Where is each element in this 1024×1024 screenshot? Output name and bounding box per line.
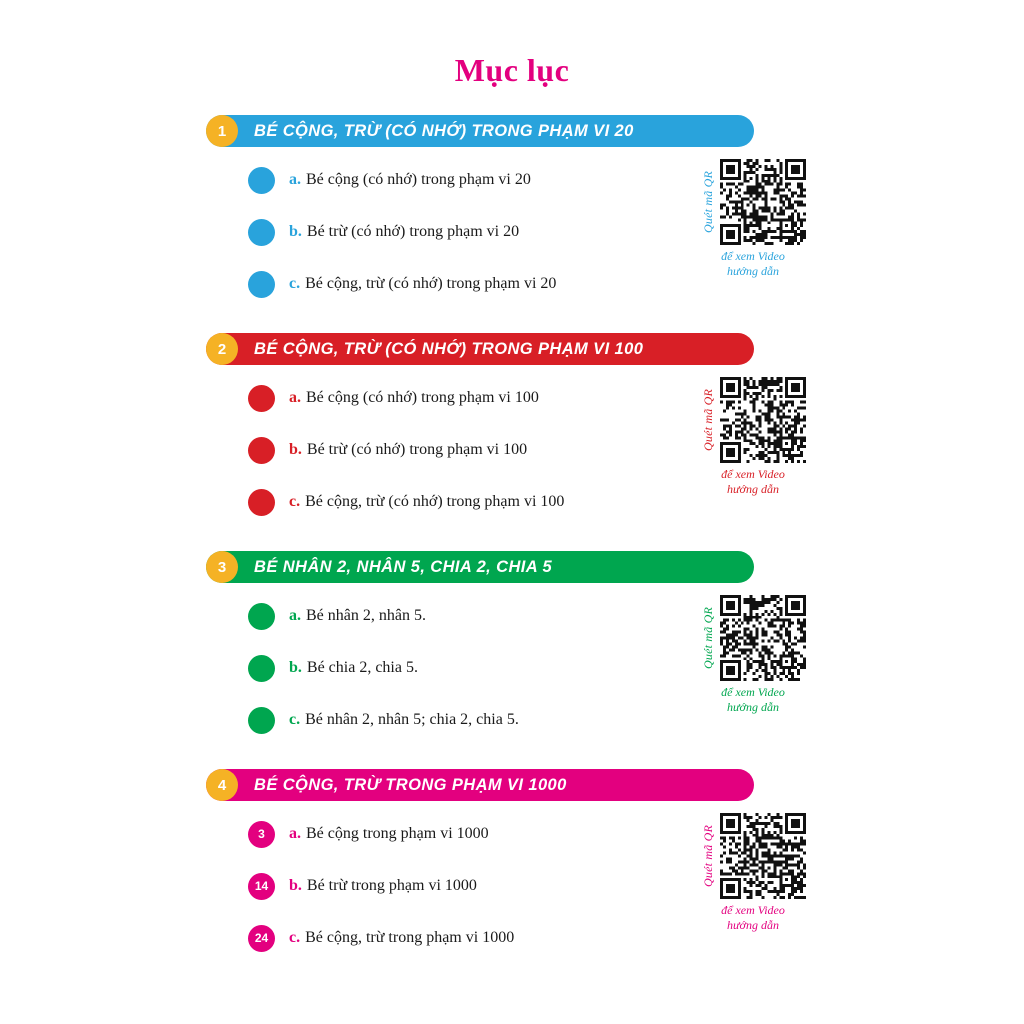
bullet-icon: 24 (248, 925, 275, 952)
item-text: Bé cộng, trừ (có nhớ) trong phạm vi 100 (305, 493, 565, 510)
item-text: Bé cộng (có nhớ) trong phạm vi 20 (306, 171, 531, 188)
item-text: Bé nhân 2, nhân 5. (306, 607, 426, 624)
section-title: BÉ CỘNG, TRỪ (CÓ NHỚ) TRONG PHẠM VI 20 (254, 121, 634, 140)
qr-block[interactable] (690, 377, 816, 497)
item-letter-label: c. (289, 493, 301, 510)
list-item[interactable] (248, 429, 690, 471)
section-title: BÉ CỘNG, TRỪ TRONG PHẠM VI 1000 (254, 775, 567, 794)
section-2 (206, 333, 818, 533)
qr-caption-line1: để xem Video (721, 903, 785, 917)
qr-code-icon[interactable] (720, 159, 806, 245)
qr-code-icon[interactable] (720, 813, 806, 899)
bullet-icon (248, 271, 275, 298)
list-item[interactable] (248, 377, 690, 419)
bullet-icon (248, 219, 275, 246)
qr-side-text: Quét mã QR (700, 389, 715, 451)
qr-side-text: Quét mã QR (700, 825, 715, 887)
qr-caption-line1: để xem Video (721, 685, 785, 699)
item-text: Bé cộng trong phạm vi 1000 (306, 825, 489, 842)
list-item[interactable] (248, 813, 690, 855)
section-body (206, 365, 818, 533)
item-text: Bé trừ (có nhớ) trong phạm vi 100 (306, 441, 528, 458)
qr-block[interactable] (690, 595, 816, 715)
bullet-icon (248, 437, 275, 464)
section-number-badge: 3 (206, 551, 238, 583)
list-item[interactable] (248, 263, 690, 305)
section-body (206, 147, 818, 315)
item-letter-label: a. (289, 389, 301, 406)
list-item[interactable] (248, 647, 690, 689)
page-title: Mục lục (454, 52, 570, 88)
qr-caption-line2: hướng dẫn (727, 700, 779, 714)
section-item-list (206, 595, 690, 751)
bullet-icon (248, 489, 275, 516)
item-letter-label: b. (289, 877, 302, 894)
qr-row (701, 159, 806, 245)
qr-row (701, 595, 806, 681)
item-letter-label: c. (289, 929, 301, 946)
qr-block[interactable] (690, 159, 816, 279)
section-3 (206, 551, 818, 751)
qr-row (701, 813, 806, 899)
section-header (206, 115, 754, 147)
list-item[interactable] (248, 481, 690, 523)
item-letter-label: b. (289, 441, 302, 458)
list-item[interactable] (248, 917, 690, 959)
item-letter-label: a. (289, 607, 301, 624)
item-letter-label: b. (289, 659, 302, 676)
qr-caption (721, 249, 785, 279)
qr-code-icon[interactable] (720, 377, 806, 463)
qr-caption-line2: hướng dẫn (727, 264, 779, 278)
item-letter-label: c. (289, 711, 301, 728)
bullet-icon (248, 385, 275, 412)
section-number-badge: 1 (206, 115, 238, 147)
qr-side-text: Quét mã QR (700, 607, 715, 669)
section-item-list (206, 813, 690, 969)
qr-caption (721, 903, 785, 933)
item-letter-label: a. (289, 171, 301, 188)
section-title: BÉ NHÂN 2, NHÂN 5, CHIA 2, CHIA 5 (254, 557, 553, 576)
qr-caption-line2: hướng dẫn (727, 482, 779, 496)
qr-caption-line1: để xem Video (721, 467, 785, 481)
section-item-list (206, 377, 690, 533)
item-text: Bé chia 2, chia 5. (306, 659, 418, 676)
qr-caption-line1: để xem Video (721, 249, 785, 263)
section-number-badge: 4 (206, 769, 238, 801)
sections-container (0, 115, 1024, 969)
item-letter-label: a. (289, 825, 301, 842)
item-letter-label: c. (289, 275, 301, 292)
section-body (206, 583, 818, 751)
list-item[interactable] (248, 699, 690, 741)
item-letter-label: b. (289, 223, 302, 240)
item-text: Bé cộng (có nhớ) trong phạm vi 100 (306, 389, 539, 406)
item-text: Bé nhân 2, nhân 5; chia 2, chia 5. (305, 711, 519, 728)
section-1 (206, 115, 818, 315)
qr-caption (721, 467, 785, 497)
item-text: Bé trừ trong phạm vi 1000 (306, 877, 477, 894)
bullet-icon (248, 603, 275, 630)
bullet-icon (248, 167, 275, 194)
section-4 (206, 769, 818, 969)
qr-row (701, 377, 806, 463)
section-title: BÉ CỘNG, TRỪ (CÓ NHỚ) TRONG PHẠM VI 100 (254, 339, 644, 358)
bullet-icon (248, 655, 275, 682)
list-item[interactable] (248, 211, 690, 253)
section-header (206, 769, 754, 801)
qr-code-icon[interactable] (720, 595, 806, 681)
qr-caption-line2: hướng dẫn (727, 918, 779, 932)
section-header (206, 551, 754, 583)
bullet-icon: 3 (248, 821, 275, 848)
item-text: Bé trừ (có nhớ) trong phạm vi 20 (306, 223, 520, 240)
list-item[interactable] (248, 595, 690, 637)
item-text: Bé cộng, trừ (có nhớ) trong phạm vi 20 (305, 275, 557, 292)
section-header (206, 333, 754, 365)
bullet-icon: 14 (248, 873, 275, 900)
item-text: Bé cộng, trừ trong phạm vi 1000 (305, 929, 515, 946)
section-number-badge: 2 (206, 333, 238, 365)
section-item-list (206, 159, 690, 315)
section-body (206, 801, 818, 969)
bullet-icon (248, 707, 275, 734)
qr-block[interactable] (690, 813, 816, 933)
list-item[interactable] (248, 865, 690, 907)
qr-caption (721, 685, 785, 715)
qr-side-text: Quét mã QR (700, 171, 715, 233)
list-item[interactable] (248, 159, 690, 201)
